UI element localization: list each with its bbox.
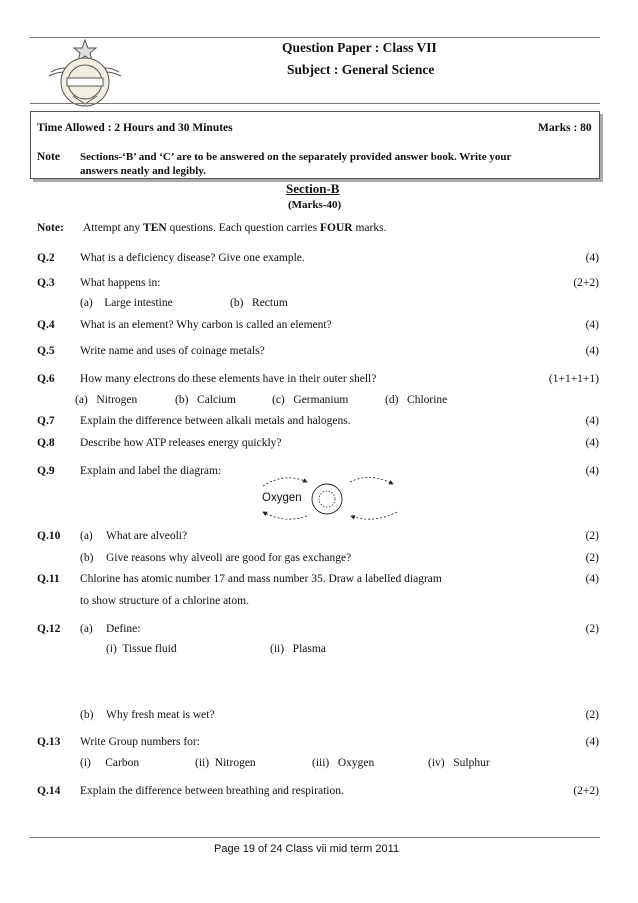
q8-marks: (4) <box>585 437 599 449</box>
q7-number: Q.7 <box>37 415 55 427</box>
q9-text: Explain and label the diagram: <box>80 465 222 477</box>
total-marks: Marks : 80 <box>538 122 592 134</box>
q10-b-marks: (2) <box>585 552 599 564</box>
q6-option-c: (c) Germanium <box>272 394 349 406</box>
paper-subject: Subject : General Science <box>287 62 435 77</box>
q10-b-text: Give reasons why alveoli are good for gas exchange? <box>106 552 352 564</box>
q13-marks: (4) <box>585 736 599 748</box>
q12-sub-ii: (ii) Plasma <box>270 643 326 655</box>
q13-option-ii: (ii) Nitrogen <box>195 757 256 769</box>
q6-option-b: (b) Calcium <box>175 394 236 406</box>
q11-marks: (4) <box>585 573 599 585</box>
header-rule <box>30 103 600 104</box>
section-note-pre: Attempt any <box>83 222 144 234</box>
time-allowed: Time Allowed : 2 Hours and 30 Minutes <box>37 122 233 134</box>
q9-marks: (4) <box>585 465 599 477</box>
q12-sub-i: (i) Tissue fluid <box>106 643 177 655</box>
q12-a-label: (a) <box>80 623 93 635</box>
q11-number: Q.11 <box>37 573 60 585</box>
section-marks: (Marks-40) <box>288 199 342 211</box>
q9-cell-outer <box>312 484 342 514</box>
q8-number: Q.8 <box>37 437 55 449</box>
q12-b-text: Why fresh meat is wet? <box>106 709 215 721</box>
q3-option-a: (a) Large intestine <box>80 297 173 309</box>
q12-a-marks: (2) <box>585 623 599 635</box>
q3-text: What happens in: <box>80 277 161 289</box>
q13-option-iv: (iv) Sulphur <box>428 757 490 769</box>
q2-marks: (4) <box>585 252 599 264</box>
q12-b-marks: (2) <box>585 709 599 721</box>
q13-option-i: (i) Carbon <box>80 757 140 769</box>
q3-number: Q.3 <box>37 277 55 289</box>
q9-cell-inner <box>319 491 335 507</box>
q9-arrow-bottom-left <box>263 512 307 519</box>
q9-diagram-label: Oxygen <box>262 492 302 504</box>
q11-text-1: Chlorine has atomic number 17 and mass number 35. Draw a labelled diagram <box>80 573 442 585</box>
q8-text: Describe how ATP releases energy quickly? <box>80 437 282 449</box>
section-note-four: FOUR <box>320 222 353 234</box>
q7-marks: (4) <box>585 415 599 427</box>
q10-a-text: What are alveoli? <box>106 530 188 542</box>
school-logo <box>45 38 125 110</box>
q10-a-marks: (2) <box>585 530 599 542</box>
q5-text: Write name and uses of coinage metals? <box>80 345 265 357</box>
q6-option-d: (d) Chlorine <box>385 394 448 406</box>
section-note-label: Note: <box>37 222 64 234</box>
paper-title: Question Paper : Class VII <box>282 40 437 55</box>
section-note-ten: TEN <box>143 222 167 234</box>
note-line-2: answers neatly and legibly. <box>80 165 206 177</box>
q12-a-text: Define: <box>106 623 141 635</box>
q10-a-label: (a) <box>80 530 93 542</box>
q9-arrow-top <box>263 478 307 486</box>
q5-marks: (4) <box>585 345 599 357</box>
q6-number: Q.6 <box>37 373 55 385</box>
section-title: Section-B <box>286 181 340 196</box>
q10-b-label: (b) <box>80 552 94 564</box>
q11-text-2: to show structure of a chlorine atom. <box>80 595 249 607</box>
section-note <box>83 222 386 234</box>
note-line-1: Sections-‘B’ and ‘C’ are to be answered on the separately provided answer book. Write your <box>80 151 512 163</box>
q9-arrow-top-right <box>350 477 393 484</box>
q14-text: Explain the difference between breathing and respiration. <box>80 785 344 797</box>
section-note-mid: questions. Each question carries <box>166 222 320 234</box>
q4-marks: (4) <box>585 319 599 331</box>
q13-option-iii: (iii) Oxygen <box>312 757 375 769</box>
q10-number: Q.10 <box>37 530 61 542</box>
q13-number: Q.13 <box>37 736 61 748</box>
q4-number: Q.4 <box>37 319 55 331</box>
q14-number: Q.14 <box>37 785 61 797</box>
q2-number: Q.2 <box>37 252 55 264</box>
q9-arrow-bottom <box>351 512 397 519</box>
q12-b-label: (b) <box>80 709 94 721</box>
q14-marks: (2+2) <box>573 785 599 797</box>
q4-text: What is an element? Why carbon is called an element? <box>80 319 332 331</box>
q9-number: Q.9 <box>37 465 55 477</box>
q2-text: What is a deficiency disease? Give one example. <box>80 252 305 264</box>
q13-text: Write Group numbers for: <box>80 736 200 748</box>
section-note-post: marks. <box>352 222 387 234</box>
q6-marks: (1+1+1+1) <box>548 373 599 385</box>
q3-option-b: (b) Rectum <box>230 297 288 309</box>
q6-text: How many electrons do these elements have in their outer shell? <box>80 373 377 385</box>
q6-option-a: (a) Nitrogen <box>75 394 138 406</box>
q3-marks: (2+2) <box>573 277 599 289</box>
page-footer: Page 19 of 24 Class vii mid term 2011 <box>214 843 400 855</box>
q12-number: Q.12 <box>37 623 61 635</box>
q7-text: Explain the difference between alkali metals and halogens. <box>80 415 351 427</box>
note-label: Note <box>37 151 60 163</box>
q5-number: Q.5 <box>37 345 55 357</box>
footer-rule <box>30 837 600 838</box>
